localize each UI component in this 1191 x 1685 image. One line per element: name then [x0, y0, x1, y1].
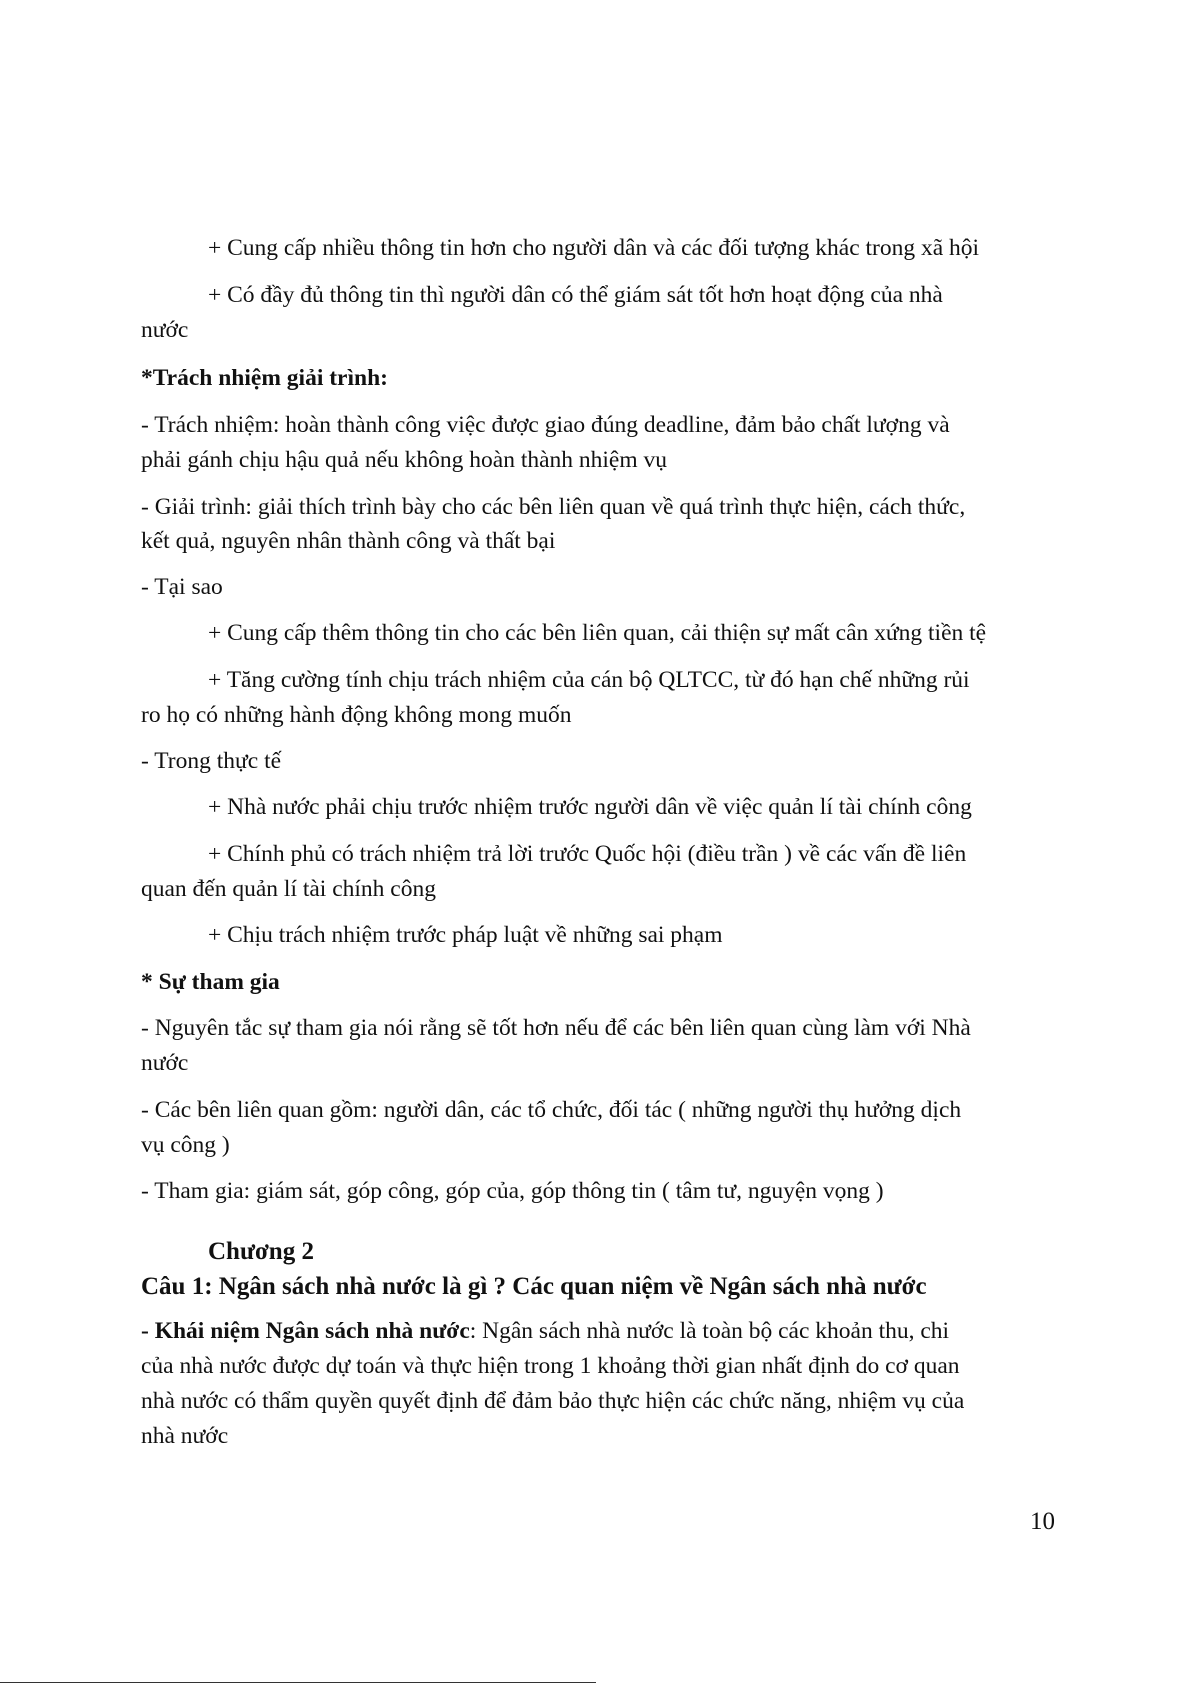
section-heading: *Trách nhiệm giải trình:	[141, 365, 388, 391]
text-line: nước	[141, 1050, 189, 1076]
text-line: - Trách nhiệm: hoàn thành công việc được giao đúng deadline, đảm bảo chất lượng và	[141, 412, 950, 438]
text-line: - Tại sao	[141, 574, 223, 600]
text-line: nhà nước	[141, 1423, 229, 1449]
text-line: - Tham gia: giám sát, góp công, góp của, góp thông tin ( tâm tư, nguyện vọng )	[141, 1178, 884, 1204]
chapter-title: Chương 2	[208, 1238, 314, 1265]
page-number: 10	[1030, 1508, 1055, 1535]
text-line: - Giải trình: giải thích trình bày cho các bên liên quan về quá trình thực hiện, cách thức,	[141, 494, 966, 520]
text-line: - Trong thực tế	[141, 748, 282, 774]
bullet-line: + Có đầy đủ thông tin thì người dân có thể giám sát tốt hơn hoạt động của nhà	[208, 282, 943, 308]
definition-text: : Ngân sách nhà nước là toàn bộ các khoản thu, chi	[469, 1318, 950, 1344]
bullet-line: + Cung cấp nhiều thông tin hơn cho người dân và các đối tượng khác trong xã hội	[208, 235, 980, 261]
text-line: quan đến quản lí tài chính công	[141, 876, 436, 902]
bullet-line: + Cung cấp thêm thông tin cho các bên liên quan, cải thiện sự mất cân xứng tiền tệ	[208, 620, 987, 646]
text-line: nhà nước có thẩm quyền quyết định để đảm bảo thực hiện các chức năng, nhiệm vụ của	[141, 1388, 965, 1414]
text-line: ro họ có những hành động không mong muốn	[141, 702, 572, 728]
text-line: - Các bên liên quan gồm: người dân, các tổ chức, đối tác ( những người thụ hưởng dịch	[141, 1097, 962, 1123]
bullet-line: + Tăng cường tính chịu trách nhiệm của cán bộ QLTCC, từ đó hạn chế những rủi	[208, 667, 970, 693]
text-line: vụ công )	[141, 1132, 230, 1158]
text-line: - Nguyên tắc sự tham gia nói rằng sẽ tốt hơn nếu để các bên liên quan cùng làm với Nhà	[141, 1015, 971, 1041]
text-line: kết quả, nguyên nhân thành công và thất bại	[141, 528, 556, 554]
definition-line	[141, 1316, 949, 1346]
text-line: của nhà nước được dự toán và thực hiện trong 1 khoảng thời gian nhất định do cơ quan	[141, 1353, 960, 1379]
bullet-line: + Chịu trách nhiệm trước pháp luật về những sai phạm	[208, 922, 723, 948]
text-line: phải gánh chịu hậu quả nếu không hoàn thành nhiệm vụ	[141, 447, 668, 473]
text-line: nước	[141, 317, 189, 343]
footer-divider	[0, 1682, 596, 1683]
bullet-line: + Chính phủ có trách nhiệm trả lời trước Quốc hội (điều trần ) về các vấn đề liên	[208, 841, 967, 867]
question-heading: Câu 1: Ngân sách nhà nước là gì ? Các quan niệm về Ngân sách nhà nước	[141, 1273, 927, 1300]
bullet-line: + Nhà nước phải chịu trước nhiệm trước người dân về việc quản lí tài chính công	[208, 794, 972, 820]
section-heading: * Sự tham gia	[141, 969, 280, 995]
definition-label: - Khái niệm Ngân sách nhà nước	[141, 1318, 470, 1344]
